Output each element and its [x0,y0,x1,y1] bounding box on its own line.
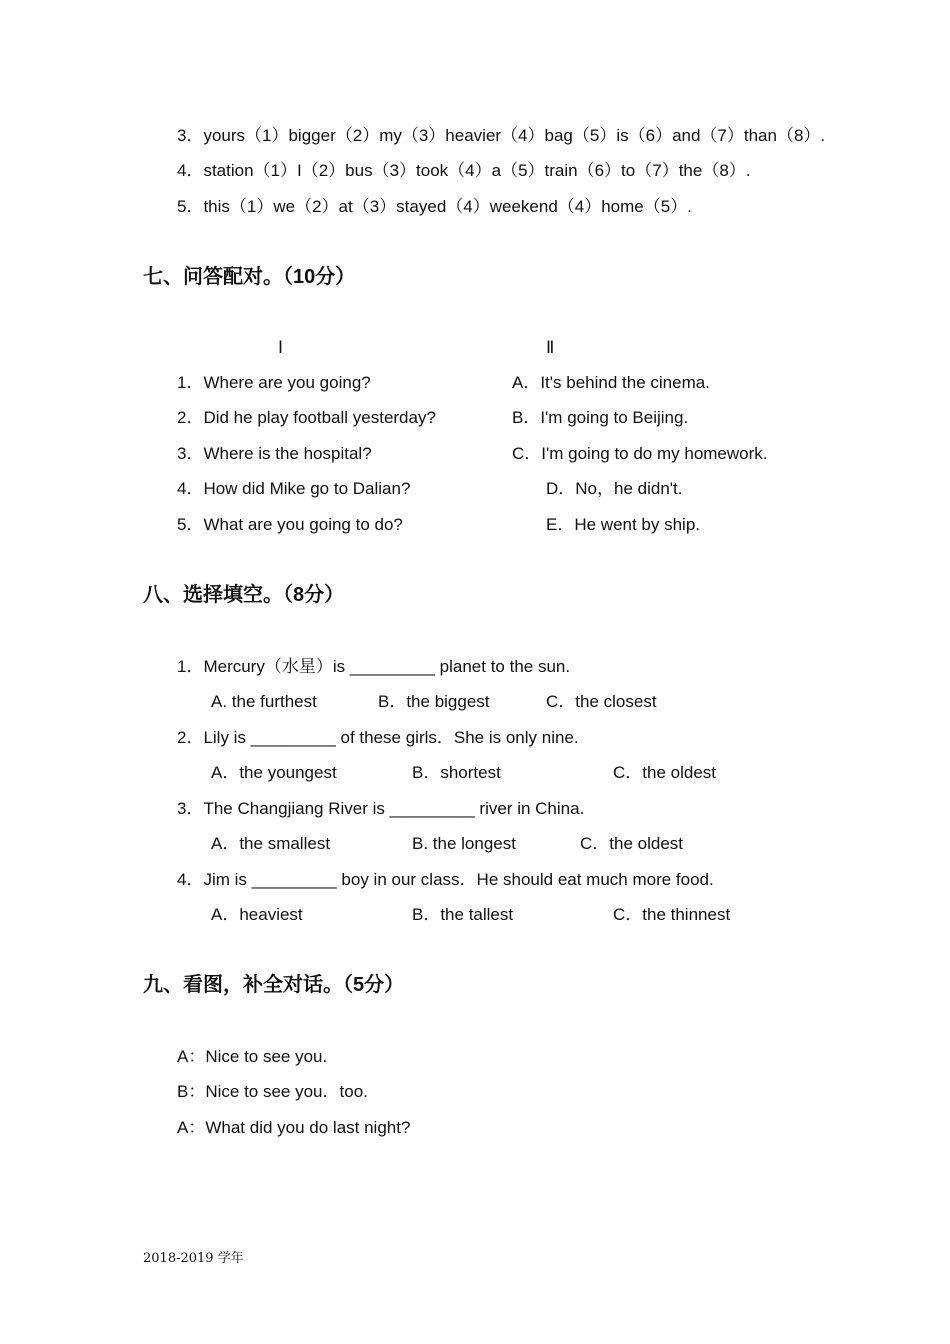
choice-2-option-a: A．the youngest [211,763,337,782]
question-1: 1．Where are you going? [177,373,371,392]
choice-question-1: 1．Mercury（水星）is _________ planet to the sun. [177,657,571,676]
choice-4-option-a: A．heaviest [211,905,303,924]
choice-question-4: 4．Jim is _________ boy in our class．He should eat much more food. [177,870,714,889]
answer-a: A．It's behind the cinema. [512,373,710,392]
column-1-header: Ⅰ [278,338,284,357]
section-7-heading: 七、问答配对。（10分） [143,266,356,288]
question-5: 5．What are you going to do? [177,515,403,534]
question-3: 3．Where is the hospital? [177,444,372,463]
section-9-heading: 九、看图，补全对话。（5分） [143,974,405,996]
column-2-header: Ⅱ [546,338,555,357]
choice-4-option-b: B．the tallest [412,905,514,924]
page-footer: 2018-2019 学年 [143,1251,244,1266]
answer-d: D．No，he didn't. [546,479,683,498]
sentence-order-item-3: 3．yours（1）bigger（2）my（3）heavier（4）bag（5）is（6）and（7）than（8）. [177,126,826,145]
choice-1-option-b: B．the biggest [378,692,490,711]
choice-1-option-c: C．the closest [546,692,657,711]
question-4: 4．How did Mike go to Dalian? [177,479,411,498]
choice-1-option-a: A. the furthest [211,692,317,711]
section-8-heading: 八、选择填空。（8分） [143,584,345,606]
choice-question-3: 3．The Changjiang River is _________ river in China. [177,799,585,818]
choice-3-option-a: A．the smallest [211,834,331,853]
choice-2-option-b: B．shortest [412,763,501,782]
dialogue-line-3: A：What did you do last night? [177,1118,411,1137]
choice-3-option-c: C．the oldest [580,834,683,853]
dialogue-line-2: B：Nice to see you．too. [177,1082,368,1101]
sentence-order-item-4: 4．station（1）I（2）bus（3）took（4）a（5）train（6）to（7）the（8）. [177,161,751,180]
choice-2-option-c: C．the oldest [613,763,716,782]
question-2: 2．Did he play football yesterday? [177,408,436,427]
answer-c: C．I'm going to do my homework. [512,444,768,463]
choice-3-option-b: B. the longest [412,834,516,853]
dialogue-line-1: A：Nice to see you. [177,1047,328,1066]
answer-e: E．He went by ship. [546,515,701,534]
answer-b: B．I'm going to Beijing. [512,408,689,427]
choice-4-option-c: C．the thinnest [613,905,731,924]
choice-question-2: 2．Lily is _________ of these girls．She is only nine. [177,728,579,747]
sentence-order-item-5: 5．this（1）we（2）at（3）stayed（4）weekend（4）home（5）. [177,197,692,216]
